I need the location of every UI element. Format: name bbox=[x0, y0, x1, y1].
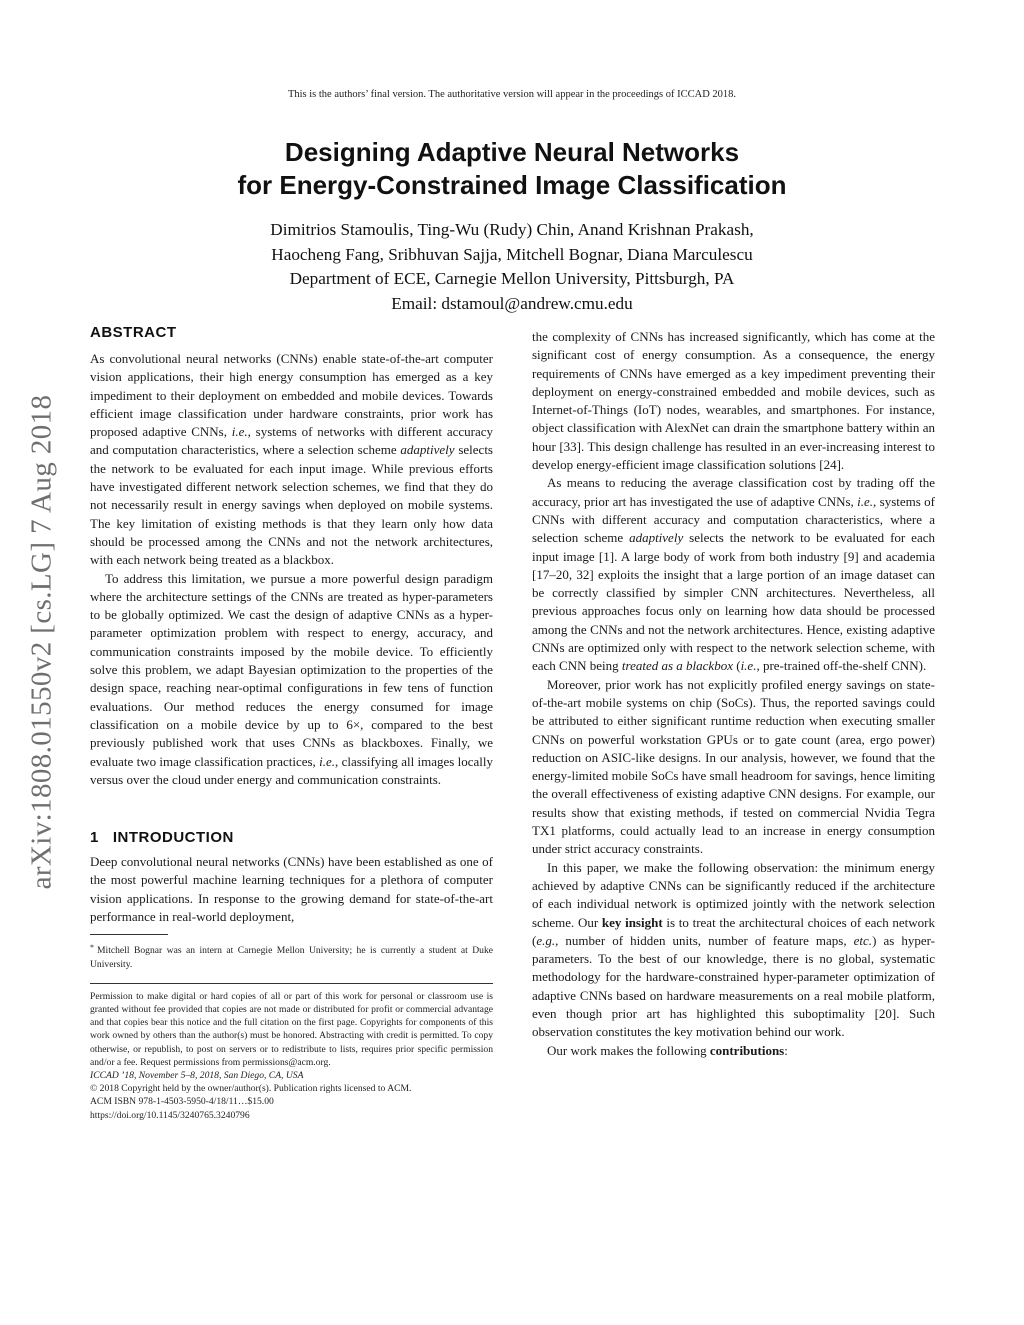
intro-paragraph-1-cont: the complexity of CNNs has increased significantly, which has come at the significant cost of energy consumption. As a consequence, the energy requirements of CNNs have emerged as a key impediment preventing their deployment on energy-constrained embedded and mobile devices, such as Internet-of-Things (IoT) nodes, wearables, and smartphones. For instance, object classification with AlexNet can drain the smartphone battery within an hour [33]. This design challenge has resulted in an ever-increasing interest to develop energy-efficient image classification solutions [24]. bbox=[532, 329, 935, 473]
arxiv-sidebar bbox=[2, 355, 82, 930]
abstract-p2-ie: i.e. bbox=[319, 753, 336, 769]
conference-info: ICCAD ’18, November 5–8, 2018, San Diego, CA, USA bbox=[90, 1069, 304, 1081]
abstract-paragraph-2 bbox=[90, 570, 493, 790]
intro-p2-text-c: selects the network to be evaluated for each input image [1]. A large body of work from both industry [9] and academia [17–20, 32] exploits the insight that a large portion of an image dataset can be correctly classified by simpler CNN architectures. Nevertheless, all previous approaches focus only on learning how data should be processed among the CNNs and not the network architectures. Hence, existing adaptive CNNs are optimized only with respect to the network selection scheme, with each CNN being bbox=[532, 530, 935, 674]
intro-p5-contributions: contributions bbox=[709, 1042, 785, 1058]
abstract-p2-text-a: To address this limitation, we pursue a more powerful design paradigm where the architecture settings of the CNNs are treated as hyper-parameters to be globally optimized. We cast the design of adaptive CNNs as a hyper-parameter optimization problem with respect to energy, accuracy, and communication constraints imposed by the mobile device. To efficiently solve this problem, we adapt Bayesian optimization to the properties of the design space, reaching near-optimal configurations in few tens of function evaluations. Our method reduces the energy consumed for image classification on a mobile device by up to 6×, compared to the best previously published work that uses CNNs as blackboxes. Finally, we evaluate two image classification practices, bbox=[90, 570, 493, 769]
intro-p2-text-d: ( bbox=[732, 658, 741, 674]
copyright-notice: © 2018 Copyright held by the owner/author(s). Publication rights licensed to ACM. bbox=[90, 1083, 412, 1095]
intro-paragraph-2 bbox=[532, 474, 935, 675]
title-line-2: for Energy-Constrained Image Classification bbox=[237, 170, 787, 200]
section-number: 1 bbox=[90, 829, 99, 847]
header-note: This is the authors’ final version. The authoritative version will appear in the proceedings of ICCAD 2018. bbox=[287, 89, 737, 100]
permission-notice: Permission to make digital or hard copies of all or part of this work for personal or classroom use is granted without fee provided that copies are not made or distributed for profit or commercial advantage and that copies bear this notice and the full citation on the first page. Copyrights for components of this work owned by others than the author(s) must be honored. Abstracting with credit is permitted. To copy otherwise, or republish, to post on servers or to redistribute to lists, requires prior specific permission and/or a fee. Request permissions from permissions@acm.org. bbox=[90, 990, 493, 1068]
paper-title bbox=[0, 136, 1024, 202]
left-column bbox=[90, 322, 493, 1122]
intro-p2-text-a: As means to reducing the average classification cost by trading off the accuracy, prior art has investigated the use of adaptive CNNs, bbox=[532, 475, 935, 509]
author-line-1: Dimitrios Stamoulis, Ting-Wu (Rudy) Chin, Anand Krishnan Prakash, bbox=[270, 220, 754, 239]
intro-p4-eg: e.g. bbox=[536, 932, 556, 948]
intro-p2-blackbox: treated as a blackbox bbox=[621, 658, 733, 674]
abstract-p1-text-c: selects the network to be evaluated for each input image. While previous efforts have investigated different network selection schemes, we find that they do not necessarily result in energy savings when deployed on mobile systems. The key limitation of existing methods is that they learn only how data should be processed among the CNNs and not the network architectures, with each network being treated as a blackbox. bbox=[90, 442, 493, 568]
intro-p2-text-b: , systems of CNNs with different accuracy and computation characteristics, where a selection scheme bbox=[532, 493, 935, 546]
intro-paragraph-1-start: Deep convolutional neural networks (CNNs) have been established as one of the most powerful machine learning techniques for a plethora of computer vision applications. In response to the growing demand for state-of-the-art performance in real-world deployment, bbox=[90, 854, 493, 925]
intro-p2-ie: i.e. bbox=[857, 493, 874, 509]
author-footnote bbox=[90, 941, 493, 970]
intro-p2-text-e: , pre-trained off-the-shelf CNN). bbox=[756, 658, 927, 674]
section-title: INTRODUCTION bbox=[112, 829, 234, 847]
intro-p5-text-b: : bbox=[784, 1042, 788, 1058]
intro-p2-adaptively: adaptively bbox=[629, 530, 684, 546]
intro-p4-text-c: , number of hidden units, number of feature maps, bbox=[555, 932, 854, 948]
author-block bbox=[0, 218, 1024, 316]
footnote-text: Mitchell Bognar was an intern at Carnegie Mellon University; he is currently a student at Duke University. bbox=[90, 945, 493, 970]
abstract-heading: ABSTRACT bbox=[90, 324, 177, 341]
introduction-heading bbox=[90, 827, 493, 849]
abstract-p1-adaptively: adaptively bbox=[400, 442, 455, 458]
author-email: Email: dstamoul@andrew.cmu.edu bbox=[391, 293, 633, 313]
abstract-p2-text-b: , classifying all images locally versus over the cloud under energy and communication constraints. bbox=[90, 753, 493, 787]
arxiv-identifier: arXiv:1808.01550v2 [cs.LG] 7 Aug 2018 bbox=[25, 394, 58, 890]
author-line-2: Haocheng Fang, Sribhuvan Sajja, Mitchell Bognar, Diana Marculescu bbox=[271, 244, 753, 264]
title-line-1: Designing Adaptive Neural Networks bbox=[284, 137, 740, 167]
intro-paragraph-4 bbox=[532, 859, 935, 1042]
doi-link[interactable]: https://doi.org/10.1145/3240765.3240796 bbox=[90, 1109, 250, 1121]
intro-p4-text-b: is to treat the architectural choices of each network ( bbox=[532, 914, 936, 948]
affiliation: Department of ECE, Carnegie Mellon University, Pittsburgh, PA bbox=[289, 269, 735, 288]
right-column bbox=[532, 328, 935, 1060]
intro-p4-etc: etc. bbox=[853, 932, 873, 948]
abstract-paragraph-1 bbox=[90, 350, 493, 570]
isbn: ACM ISBN 978-1-4503-5950-4/18/11…$15.00 bbox=[90, 1096, 274, 1108]
intro-p5-text-a: Our work makes the following bbox=[547, 1042, 710, 1058]
abstract-p1-text-a: As convolutional neural networks (CNNs) enable state-of-the-art computer vision applications, their high energy consumption has emerged as a key impediment to their deployment on embedded and mobile devices. Towards efficient image classification under hardware constraints, prior work has proposed adaptive CNNs, bbox=[90, 351, 493, 440]
abstract-p1-ie: i.e. bbox=[231, 424, 248, 440]
intro-p4-text-a: In this paper, we make the following observation: the minimum energy achieved by adaptive CNNs can be significantly reduced if the architecture of each individual network is optimized jointly with the network selection scheme. Our bbox=[532, 859, 935, 930]
permission-divider bbox=[90, 983, 493, 984]
intro-paragraph-5 bbox=[532, 1042, 935, 1060]
intro-p4-text-d: ) as hyper-parameters. To the best of our knowledge, there is no global, systematic methodology for the hardware-constrained hyper-parameter optimization of adaptive CNNs based on hardware measurements on a real mobile platform, even though prior art has highlighted this suboptimality [20]. Such observation constitutes the key motivation behind our work. bbox=[532, 932, 936, 1040]
footnote-divider bbox=[90, 934, 168, 935]
intro-p4-key-insight: key insight bbox=[601, 914, 663, 930]
intro-paragraph-3: Moreover, prior work has not explicitly profiled energy savings on state-of-the-art mobile systems on chip (SoCs). Thus, the reported savings could be attributed to either significant runtime reduction when executing smaller CNNs on powerful workstation GPUs or to gate count (area, ergo power) reduction on ASIC-like designs. In our analysis, however, we found that the energy-limited mobile SoCs have small headroom for savings, hence limiting the overall effectiveness of existing adaptive CNN designs. For example, our results show that existing methods, if tested on commercial Nvidia Tegra TX1 platforms, could actually lead to an increase in energy consumption under strict accuracy constraints. bbox=[532, 676, 935, 857]
abstract-p1-text-b: , systems of networks with different accuracy and computation characteristics, where a selection scheme bbox=[90, 424, 493, 458]
footnote-mark: * bbox=[90, 943, 94, 953]
intro-p2-ie-2: i.e. bbox=[740, 658, 757, 674]
